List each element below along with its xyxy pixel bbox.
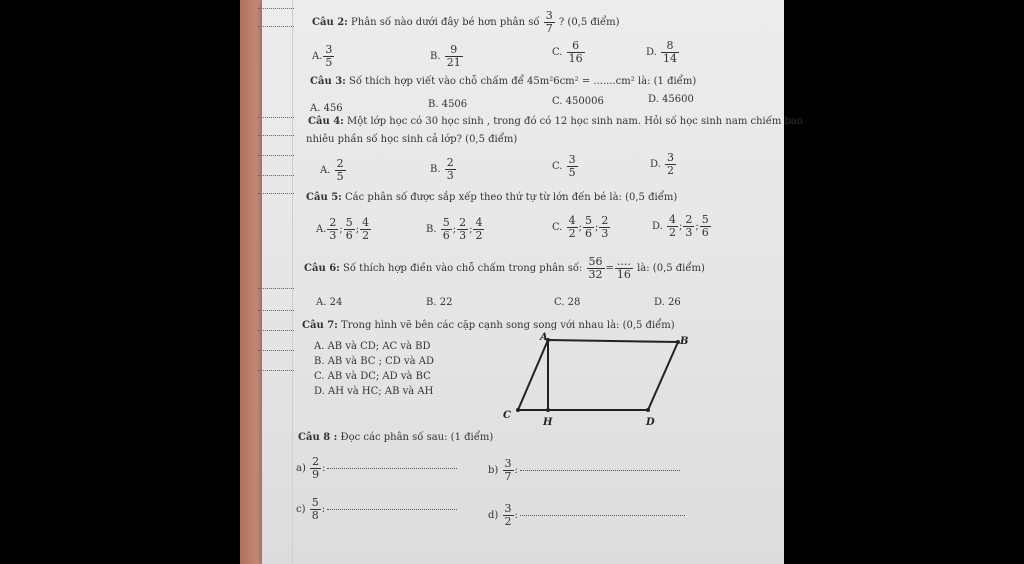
option-5a: A. $\frac{2}{3}$ ; $\frac{5}{6}$ ; $\frac{4}{2}$ bbox=[316, 216, 370, 242]
item-8c: c) $\frac{5}{8}$ : bbox=[296, 497, 457, 522]
question-3-title bbox=[310, 76, 696, 88]
question-6-title: Câu 6: Số thích hợp điền vào chỗ chấm trong phân số: $\frac{56}{32}$ = $\frac{....}{16}$ là: (0,5 điểm) bbox=[304, 255, 705, 281]
point-d bbox=[646, 408, 650, 412]
option-4b: B. $\frac{2}{3}$ bbox=[430, 156, 454, 182]
question-2-title bbox=[312, 10, 620, 35]
margin-dash bbox=[258, 155, 294, 156]
option-4a: A. $\frac{2}{5}$ bbox=[320, 157, 344, 183]
margin-dash bbox=[258, 117, 294, 118]
fraction: $\frac{3}{7}$ bbox=[545, 9, 553, 35]
question-2-text: Phân số nào dưới đây bé hơn phân số bbox=[351, 17, 540, 28]
question-8-title bbox=[298, 432, 493, 444]
question-6-text: Số thích hợp điền vào chỗ chấm trong phân số: bbox=[343, 263, 583, 274]
question-2-label: Câu 2: bbox=[312, 17, 348, 28]
option-2a: A. $\frac{3}{5}$ bbox=[312, 43, 333, 69]
option-2c: C. $\frac{6}{16}$ bbox=[552, 39, 583, 65]
option-7b: B. AB và BC ; CD và AD bbox=[314, 356, 435, 367]
label-d: D bbox=[646, 417, 655, 428]
option-4d: D. $\frac{3}{2}$ bbox=[650, 151, 675, 177]
fraction-right: $\frac{....}{16}$ bbox=[616, 255, 631, 281]
margin-line bbox=[292, 0, 293, 564]
option-5d: D. $\frac{4}{2}$ ; $\frac{2}{3}$ ; $\frac{5}{6}$ bbox=[652, 213, 709, 239]
label-h: H bbox=[543, 417, 553, 428]
option-7c: C. AB và DC; AD và BC bbox=[314, 371, 431, 382]
margin-dash bbox=[258, 175, 294, 176]
label-a: A bbox=[540, 332, 548, 343]
option-3a: A. 456 bbox=[310, 103, 343, 114]
question-4-line2: nhiêu phần số học sinh cả lớp? (0,5 điểm) bbox=[306, 134, 518, 145]
question-7-label: Câu 7: bbox=[302, 320, 338, 331]
question-3-text: Số thích hợp viết vào chỗ chấm để 45m²6cm² = .......cm² là: (1 điểm) bbox=[349, 76, 697, 87]
option-3d: D. 45600 bbox=[648, 94, 694, 105]
item-8d: d) $\frac{3}{2}$ : bbox=[488, 503, 685, 528]
question-7-text: Trong hình vẽ bên các cặp cạnh song song với nhau là: (0,5 điểm) bbox=[341, 320, 675, 331]
option-6c: C. 28 bbox=[554, 297, 581, 308]
item-8b: b) $\frac{3}{7}$ : bbox=[488, 458, 680, 483]
question-8-label: Câu 8 : bbox=[298, 432, 338, 443]
label-b: B bbox=[680, 336, 689, 347]
question-3-label: Câu 3: bbox=[310, 76, 346, 87]
margin-dash bbox=[258, 8, 294, 9]
option-4c: C. $\frac{3}{5}$ bbox=[552, 153, 576, 179]
margin-dash bbox=[258, 26, 294, 27]
margin-dash bbox=[258, 310, 294, 311]
parallelogram-outline bbox=[518, 340, 678, 410]
question-2-points: ? (0,5 điểm) bbox=[558, 17, 620, 28]
margin-dash bbox=[258, 370, 294, 371]
point-h bbox=[546, 408, 550, 412]
margin-dash bbox=[258, 330, 294, 331]
option-2b: B. $\frac{9}{21}$ bbox=[430, 43, 461, 69]
margin-dash bbox=[258, 288, 294, 289]
point-c bbox=[516, 408, 520, 412]
question-6-tail: là: (0,5 điểm) bbox=[637, 263, 705, 274]
option-2d: D. $\frac{8}{14}$ bbox=[646, 39, 678, 65]
option-7a: A. AB và CD; AC và BD bbox=[314, 341, 431, 352]
margin-dash bbox=[258, 135, 294, 136]
fraction-left: $\frac{56}{32}$ bbox=[588, 255, 603, 281]
margin-dash bbox=[258, 350, 294, 351]
option-6a: A. 24 bbox=[316, 297, 343, 308]
question-5-title bbox=[306, 192, 677, 204]
label-c: C bbox=[503, 410, 511, 421]
question-4-title bbox=[308, 116, 803, 128]
question-5-label: Câu 5: bbox=[306, 192, 342, 203]
question-8-text: Đọc các phân số sau: (1 điểm) bbox=[340, 432, 494, 443]
parallelogram-figure bbox=[500, 330, 700, 430]
option-5c: C. $\frac{4}{2}$ ; $\frac{5}{6}$ ; $\frac{2}{3}$ bbox=[552, 214, 609, 240]
margin-dash bbox=[258, 193, 294, 194]
option-5b: B. $\frac{5}{6}$ ; $\frac{2}{3}$ ; $\frac{4}{2}$ bbox=[426, 216, 483, 242]
option-6b: B. 22 bbox=[426, 297, 453, 308]
item-8a: a) $\frac{2}{9}$ : bbox=[296, 456, 457, 481]
question-6-label: Câu 6: bbox=[304, 263, 340, 274]
question-4-line1: Một lớp học có 30 học sinh , trong đó có 12 học sinh nam. Hỏi số học sinh nam chiếm bao bbox=[347, 116, 803, 127]
option-3b: B. 4506 bbox=[428, 99, 468, 110]
option-6d: D. 26 bbox=[654, 297, 681, 308]
question-4-label: Câu 4: bbox=[308, 116, 344, 127]
option-7d: D. AH và HC; AB và AH bbox=[314, 386, 434, 397]
option-3c: C. 450006 bbox=[552, 96, 604, 107]
question-5-text: Các phân số được sắp xếp theo thứ tự từ lớn đến bé là: (0,5 điểm) bbox=[345, 192, 678, 203]
